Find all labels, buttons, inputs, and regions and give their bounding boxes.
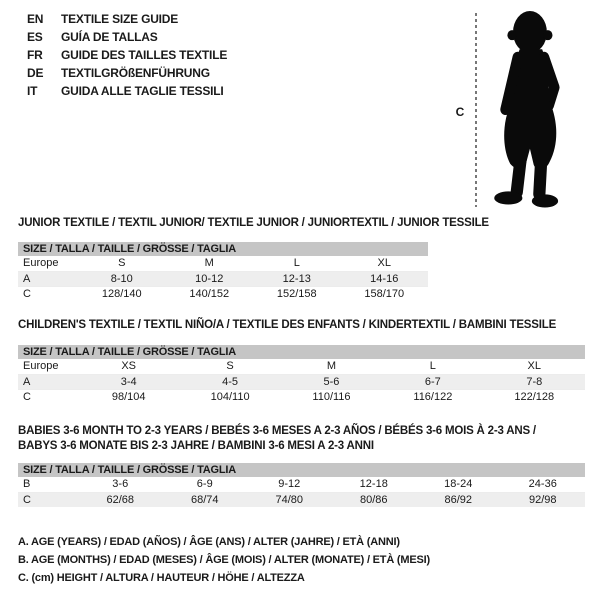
cell-value: 104/110 [210,390,250,403]
cell-value: S [78,256,166,271]
junior-size-table [18,242,428,301]
cell-value: 74/80 [247,492,332,507]
section-title [18,318,585,333]
language-code: DE [27,66,44,80]
language-list [27,10,227,100]
cell-value: L [253,256,341,271]
children-size-table [18,345,585,404]
section-junior-textile [18,216,489,301]
row-label: A [18,271,78,286]
language-code: IT [27,84,38,98]
cell-value: 158/170 [364,287,405,300]
cell-value: 86/92 [416,492,501,507]
table-row [18,477,585,492]
language-row-en [27,10,227,28]
row-label: A [18,374,78,389]
cell-value: M [166,256,254,271]
language-title: TEXTILE SIZE GUIDE [61,12,179,26]
row-label: Europe [18,359,78,374]
footnote-line: B. AGE (MONTHS) / EDAD (MESES) / ÂGE (MOIS) / ALTER (MONATE) / ETÀ (MESI) [18,554,430,566]
toddler-silhouette-icon [482,7,576,208]
table-row [18,286,428,301]
cell-value: M [281,359,382,374]
footnote-line: C. (cm) HEIGHT / ALTURA / HAUTEUR / HÖHE / ALTEZZA [18,572,305,584]
height-dotted-line [475,13,477,207]
cell-value: 6-9 [163,477,248,492]
cell-value: 3-4 [78,374,179,389]
section-title-line: CHILDREN'S TEXTILE / TEXTIL NIÑO/A / TEXTILE DES ENFANTS / KINDERTEXTIL / BAMBINI TESSILE [18,319,557,331]
cell-value: XL [341,256,429,271]
cell-value: 5-6 [281,374,382,389]
table-row [18,389,585,404]
language-code: FR [27,48,43,62]
cell-value: 128/140 [101,287,142,300]
language-row-fr [27,46,227,64]
cell-value: 62/68 [78,492,163,507]
table-row [18,271,428,286]
language-code: ES [27,30,43,44]
height-measure-label: C [455,105,465,119]
cell-value: 12-13 [253,271,341,286]
table-row [18,374,585,389]
table-row [18,359,585,374]
language-code: EN [27,12,44,26]
language-title: GUÍA DE TALLAS [61,30,158,44]
cell-value: 140/152 [189,287,230,300]
cell-value: 92/98 [501,492,586,507]
language-title: GUIDA ALLE TAGLIE TESSILI [61,84,224,98]
cell-value: 10-12 [166,271,254,286]
language-row-es [27,28,227,46]
cell-value: XL [484,359,585,374]
cell-value: 6-7 [382,374,483,389]
section-title-line: BABYS 3-6 MONATE BIS 2-3 JAHRE / BAMBINI 3-6 MESI A 2-3 ANNI [18,440,374,452]
size-header-row [18,242,428,256]
cell-value: 152/158 [276,287,317,300]
language-row-it [27,82,227,100]
cell-value: 18-24 [416,477,501,492]
row-label: C [23,390,31,403]
cell-value: 122/128 [514,390,555,403]
row-label: B [18,477,78,492]
row-label: Europe [18,256,78,271]
section-title [18,216,489,231]
cell-value: 116/122 [413,390,453,403]
language-row-de [27,64,227,82]
footnotes [18,533,430,587]
section-title-line: BABIES 3-6 MONTH TO 2-3 YEARS / BEBÉS 3-6 MESES A 2-3 AÑOS / BÉBÉS 3-6 MOIS À 2-3 ANS / [18,425,536,437]
cell-value: 68/74 [163,492,248,507]
cell-value: 4-5 [179,374,280,389]
cell-value: S [179,359,280,374]
cell-value: 14-16 [341,271,429,286]
section-children-textile [18,318,585,404]
cell-value: 110/116 [312,390,351,403]
cell-value: 8-10 [78,271,166,286]
cell-value: 12-18 [332,477,417,492]
size-header-label: SIZE / TALLA / TAILLE / GRÖSSE / TAGLIA [18,242,428,256]
cell-value: 7-8 [484,374,585,389]
cell-value: 98/104 [111,390,146,403]
section-title-line: JUNIOR TEXTILE / TEXTIL JUNIOR/ TEXTILE JUNIOR / JUNIORTEXTIL / JUNIOR TESSILE [18,217,489,229]
cell-value: 80/86 [332,492,417,507]
size-header-row [18,463,585,477]
cell-value: 3-6 [78,477,163,492]
footnote-line: A. AGE (YEARS) / EDAD (AÑOS) / ÂGE (ANS) / ALTER (JAHRE) / ETÀ (ANNI) [18,536,400,548]
cell-value: L [382,359,483,374]
language-title: TEXTILGRÖßENFÜHRUNG [61,66,210,80]
row-label: C [18,492,78,507]
babies-size-table [18,463,585,507]
row-label: C [23,287,31,300]
size-header-label: SIZE / TALLA / TAILLE / GRÖSSE / TAGLIA [18,345,585,359]
section-babies-textile [18,424,585,507]
cell-value: XS [78,359,179,374]
table-row [18,256,428,271]
size-header-label: SIZE / TALLA / TAILLE / GRÖSSE / TAGLIA [18,463,585,477]
cell-value: 24-36 [501,477,586,492]
cell-value: 9-12 [247,477,332,492]
section-title [18,424,585,454]
language-title: GUIDE DES TAILLES TEXTILE [61,48,228,62]
size-header-row [18,345,585,359]
table-row [18,492,585,507]
